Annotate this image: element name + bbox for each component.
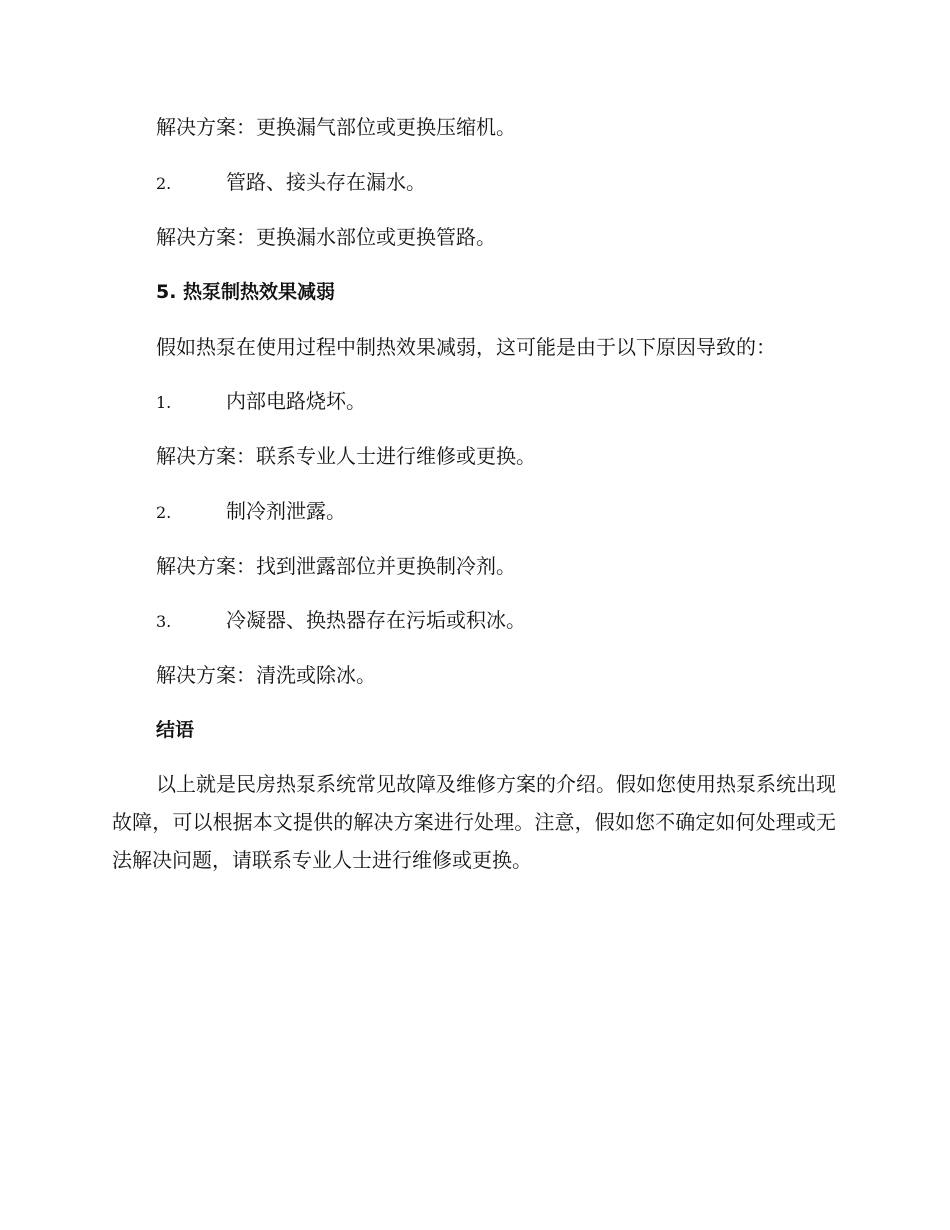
conclusion-heading: 结语 [156,719,195,741]
list-item-text: 冷凝器、换热器存在污垢或积冰。 [226,608,526,632]
list-item-text: 内部电路烧坏。 [226,389,366,413]
solution-text: 解决方案：联系专业人士进行维修或更换。 [156,444,536,468]
section-heading: 5. 热泵制热效果减弱 [156,281,336,303]
solution-text: 解决方案：更换漏气部位或更换压缩机。 [156,115,516,139]
list-item [156,605,526,637]
solution-text: 解决方案：清洗或除冰。 [156,663,376,687]
list-item-text: 制冷剂泄露。 [226,499,346,523]
list-item-number: 2. [156,174,172,193]
list-item-text: 管路、接头存在漏水。 [226,170,426,194]
section-intro: 假如热泵在使用过程中制热效果减弱，这可能是由于以下原因导致的： [156,335,776,359]
list-item [156,386,366,418]
list-item-number: 3. [156,612,172,631]
list-item [156,167,426,199]
list-item-number: 2. [156,503,172,522]
list-item-number: 1. [156,393,172,412]
list-item [156,496,346,528]
conclusion-paragraph: 以上就是民房热泵系统常见故障及维修方案的介绍。假如您使用热泵系统出现故障，可以根据本文提供的解决方案进行处理。注意，假如您不确定如何处理或无法解决问题，请联系专业人士进行维修或更换。 [112,772,836,872]
solution-text: 解决方案：找到泄露部位并更换制冷剂。 [156,554,516,578]
solution-text: 解决方案：更换漏水部位或更换管路。 [156,225,496,249]
